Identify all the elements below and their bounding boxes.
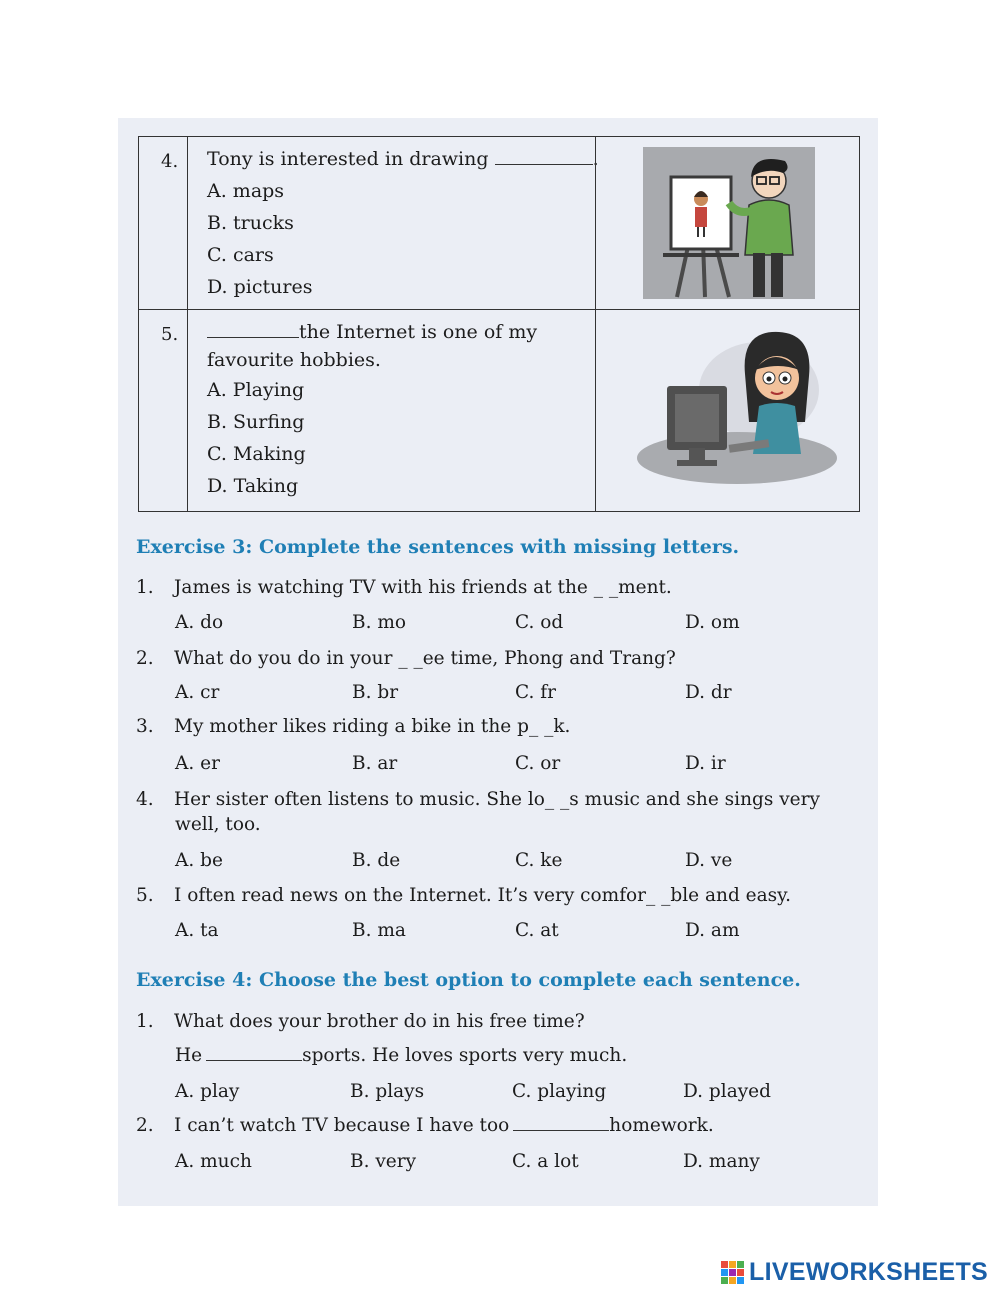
ex3-item-continued: well, too. <box>175 814 261 835</box>
option-b[interactable]: B. Surfing <box>207 411 305 433</box>
ex3-item: 5. I often read news on the Internet. It’s very comfor_ _ble and easy. <box>136 885 792 906</box>
option-a[interactable]: A. do <box>175 612 224 633</box>
question-table <box>138 136 860 512</box>
ex3-item: 4. Her sister often listens to music. She lo_ _s music and she sings very <box>136 789 820 810</box>
question-number: 4. <box>161 151 179 172</box>
exercise-4-title: Exercise 4: Choose the best option to complete each sentence. <box>136 969 801 991</box>
option-b[interactable]: B. de <box>352 850 401 871</box>
girl-computer-illustration <box>619 330 844 490</box>
option-b[interactable]: B. ar <box>352 753 398 774</box>
table-row <box>139 310 859 510</box>
option-d[interactable]: D. ve <box>685 850 733 871</box>
option-a[interactable]: A. cr <box>175 682 220 703</box>
ex4-item-continued: He sports. He loves sports very much. <box>175 1045 628 1066</box>
option-d[interactable]: D. ir <box>685 753 726 774</box>
answer-blank[interactable] <box>207 337 299 338</box>
ex3-item: 2. What do you do in your _ _ee time, Phong and Trang? <box>136 648 676 669</box>
liveworksheets-brand[interactable] <box>721 1258 988 1286</box>
option-d[interactable]: D. dr <box>685 682 732 703</box>
exercise-3-title: Exercise 3: Complete the sentences with missing letters. <box>136 536 740 558</box>
option-b[interactable]: B. br <box>352 682 399 703</box>
option-c[interactable]: C. playing <box>512 1081 607 1102</box>
boy-painting-illustration <box>643 147 815 299</box>
table-divider <box>595 137 596 511</box>
answer-blank[interactable] <box>495 164 593 165</box>
option-c[interactable]: C. Making <box>207 443 306 465</box>
option-d[interactable]: D. am <box>685 920 740 941</box>
option-a[interactable]: A. much <box>175 1151 252 1172</box>
option-d[interactable]: D. pictures <box>207 276 313 298</box>
option-b[interactable]: B. trucks <box>207 212 294 234</box>
option-d[interactable]: D. om <box>685 612 740 633</box>
option-c[interactable]: C. ke <box>515 850 563 871</box>
liveworksheets-grid-icon <box>721 1261 744 1284</box>
option-d[interactable]: D. many <box>683 1151 760 1172</box>
question-4: Tony is interested in drawing . A. maps B. trucks C. cars D. pictures <box>207 143 599 303</box>
answer-blank[interactable] <box>513 1130 609 1131</box>
option-a[interactable]: A. maps <box>207 180 285 202</box>
answer-blank[interactable] <box>206 1060 302 1061</box>
option-a[interactable]: A. play <box>175 1081 240 1102</box>
question-5: the Internet is one of my favourite hobbies. A. Playing B. Surfing C. Making D. Taking <box>207 318 537 502</box>
option-b[interactable]: B. ma <box>352 920 406 941</box>
worksheet-page <box>118 118 878 1206</box>
table-divider <box>187 137 188 511</box>
option-a[interactable]: A. be <box>175 850 223 871</box>
option-c[interactable]: C. at <box>515 920 559 941</box>
option-a[interactable]: A. Playing <box>207 379 305 401</box>
question-stem: Tony is interested in drawing <box>207 148 489 170</box>
option-c[interactable]: C. or <box>515 753 561 774</box>
option-c[interactable]: C. od <box>515 612 564 633</box>
option-a[interactable]: A. er <box>175 753 220 774</box>
ex4-item: 2. I can’t watch TV because I have too homework. <box>136 1115 714 1136</box>
ex3-item: 1. James is watching TV with his friends at the _ _ment. <box>136 577 672 598</box>
option-c[interactable]: C. fr <box>515 682 556 703</box>
option-d[interactable]: D. played <box>683 1081 771 1102</box>
option-b[interactable]: B. very <box>350 1151 417 1172</box>
option-b[interactable]: B. mo <box>352 612 407 633</box>
option-c[interactable]: C. cars <box>207 244 274 266</box>
option-b[interactable]: B. plays <box>350 1081 425 1102</box>
option-c[interactable]: C. a lot <box>512 1151 579 1172</box>
question-number: 5. <box>161 324 179 345</box>
option-a[interactable]: A. ta <box>175 920 219 941</box>
brand-name: LIVEWORKSHEETS <box>749 1257 988 1286</box>
question-stem: the Internet is one of my <box>299 321 538 343</box>
option-d[interactable]: D. Taking <box>207 475 299 497</box>
ex3-item: 3. My mother likes riding a bike in the p_ _k. <box>136 716 571 737</box>
table-row <box>139 137 859 310</box>
ex4-item: 1. What does your brother do in his free time? <box>136 1011 585 1032</box>
